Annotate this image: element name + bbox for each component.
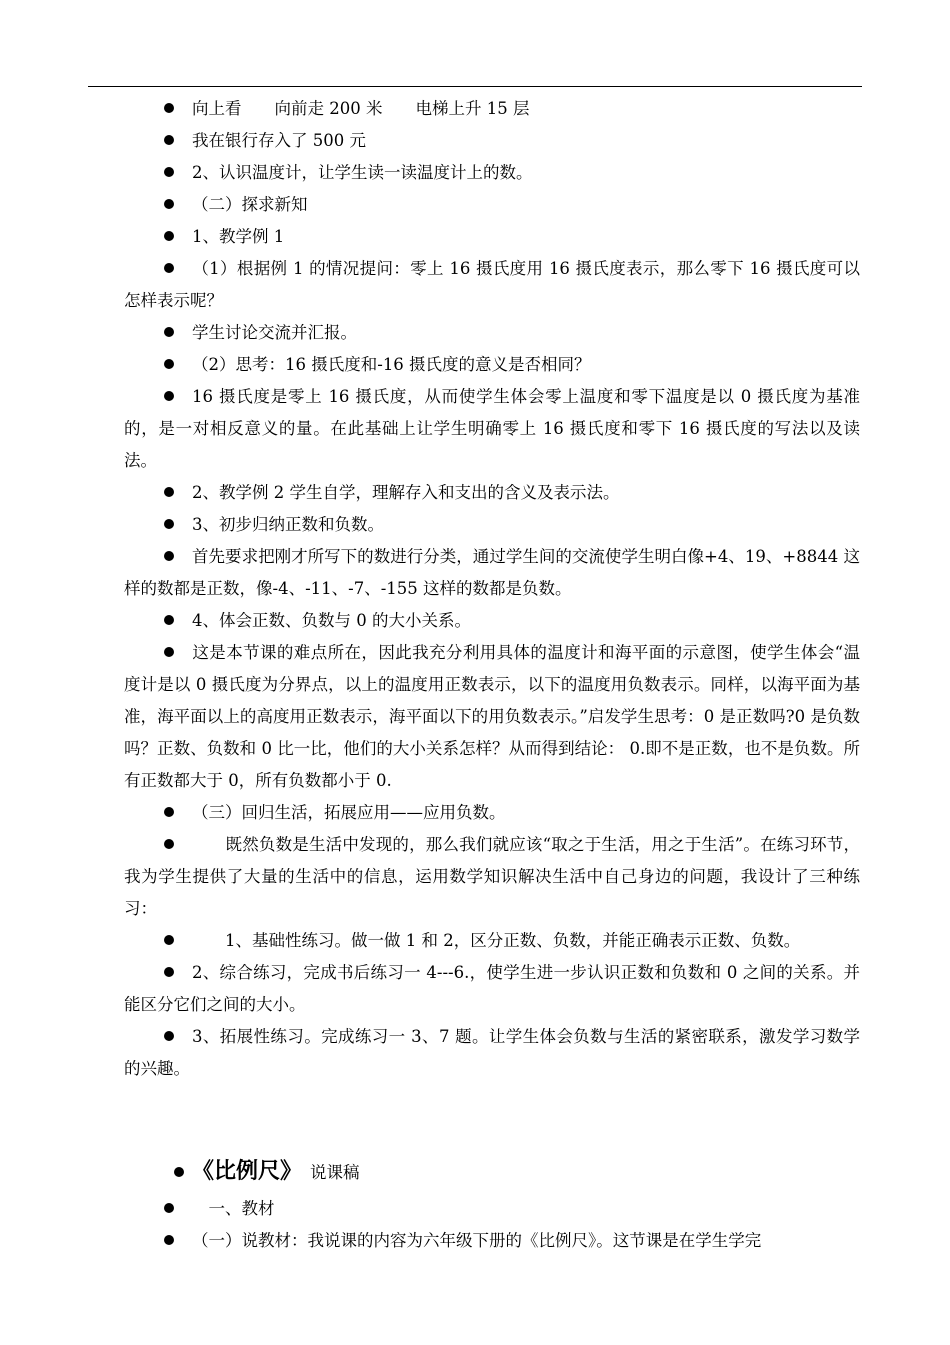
- paragraph: （二）探求新知: [124, 189, 860, 221]
- paragraph: 3、初步归纳正数和负数。: [124, 509, 860, 541]
- bullet-icon: [164, 551, 174, 561]
- paragraph: 向上看 向前走 200 米 电梯上升 15 层: [124, 93, 860, 125]
- bullet-icon: [164, 615, 174, 625]
- paragraph: 我在银行存入了 500 元: [124, 125, 860, 157]
- bullet-icon: [164, 647, 174, 657]
- bullet-icon: [164, 391, 174, 401]
- paragraph: 首先要求把刚才所写下的数进行分类，通过学生间的交流使学生明白像+4、19、+8844 这样的数都是正数，像-4、-11、-7、-155 这样的数都是负数。: [124, 547, 860, 598]
- paragraph: 4、体会正数、负数与 0 的大小关系。: [124, 605, 860, 637]
- bullet-icon: [174, 1167, 184, 1177]
- paragraph: 既然负数是生活中发现的，那么我们就应该“取之于生活，用之于生活”。在练习环节，我为学生提供了大量的生活中的信息，运用数学知识解决生活中自己身边的问题，我设计了三种练习：: [124, 835, 860, 918]
- paragraph: 3、拓展性练习。完成练习一 3、7 题。让学生体会负数与生活的紧密联系，激发学习数学的兴趣。: [124, 1027, 860, 1078]
- header-rule: [88, 86, 862, 87]
- bullet-icon: [164, 487, 174, 497]
- document-body: [124, 93, 860, 1257]
- paragraph: 2、综合练习，完成书后练习一 4---6.，使学生进一步认识正数和负数和 0 之间的关系。并能区分它们之间的大小。: [124, 963, 860, 1014]
- bullet-icon: [164, 263, 174, 273]
- bullet-icon: [164, 135, 174, 145]
- section-title: [124, 1151, 860, 1193]
- bullet-icon: [164, 519, 174, 529]
- paragraph: 学生讨论交流并汇报。: [124, 317, 860, 349]
- bullet-icon: [164, 935, 174, 945]
- bullet-icon: [164, 839, 174, 849]
- paragraph: （一）说教材：我说课的内容为六年级下册的《比例尺》。这节课是在学生学完: [124, 1225, 860, 1257]
- paragraph: 一、教材: [124, 1193, 860, 1225]
- section-title-main: 《比例尺》: [192, 1158, 303, 1184]
- bullet-icon: [164, 967, 174, 977]
- paragraph: 1、教学例 1: [124, 221, 860, 253]
- section-title-subtitle: 说课稿: [310, 1163, 360, 1182]
- bullet-icon: [164, 167, 174, 177]
- bullet-icon: [164, 199, 174, 209]
- bullet-icon: [164, 1031, 174, 1041]
- paragraph: 16 摄氏度是零上 16 摄氏度，从而使学生体会零上温度和零下温度是以 0 摄氏度为基准的，是一对相反意义的量。在此基础上让学生明确零上 16 摄氏度和零下 16 摄氏度的写法以及读法。: [124, 387, 860, 470]
- paragraph: （三）回归生活，拓展应用——应用负数。: [124, 797, 860, 829]
- bullet-icon: [164, 1235, 174, 1245]
- section-gap: [124, 1085, 860, 1151]
- paragraph: （2）思考：16 摄氏度和-16 摄氏度的意义是否相同？: [124, 349, 860, 381]
- paragraph: 这是本节课的难点所在，因此我充分利用具体的温度计和海平面的示意图，使学生体会“温度计是以 0 摄氏度为分界点，以上的温度用正数表示，以下的温度用负数表示。同样，以海平面为基准，海平面以上的高度用正数表示，海平面以下的用负数表示。”启发学生思考：0 是正数吗?0 是负数吗？正数、负数和 0 比一比，他们的大小关系怎样？从而得到结论： 0.即不是正数，也不是负数。所有正数都大于 0，所有负数都小于 0.: [124, 643, 860, 790]
- bullet-icon: [164, 1203, 174, 1213]
- bullet-icon: [164, 807, 174, 817]
- bullet-icon: [164, 359, 174, 369]
- paragraph: 2、认识温度计，让学生读一读温度计上的数。: [124, 157, 860, 189]
- paragraph: 1、基础性练习。做一做 1 和 2，区分正数、负数，并能正确表示正数、负数。: [124, 925, 860, 957]
- bullet-icon: [164, 327, 174, 337]
- paragraph: 2、教学例 2 学生自学，理解存入和支出的含义及表示法。: [124, 477, 860, 509]
- bullet-icon: [164, 103, 174, 113]
- bullet-icon: [164, 231, 174, 241]
- paragraph: （1）根据例 1 的情况提问：零上 16 摄氏度用 16 摄氏度表示，那么零下 16 摄氏度可以怎样表示呢？: [124, 259, 860, 310]
